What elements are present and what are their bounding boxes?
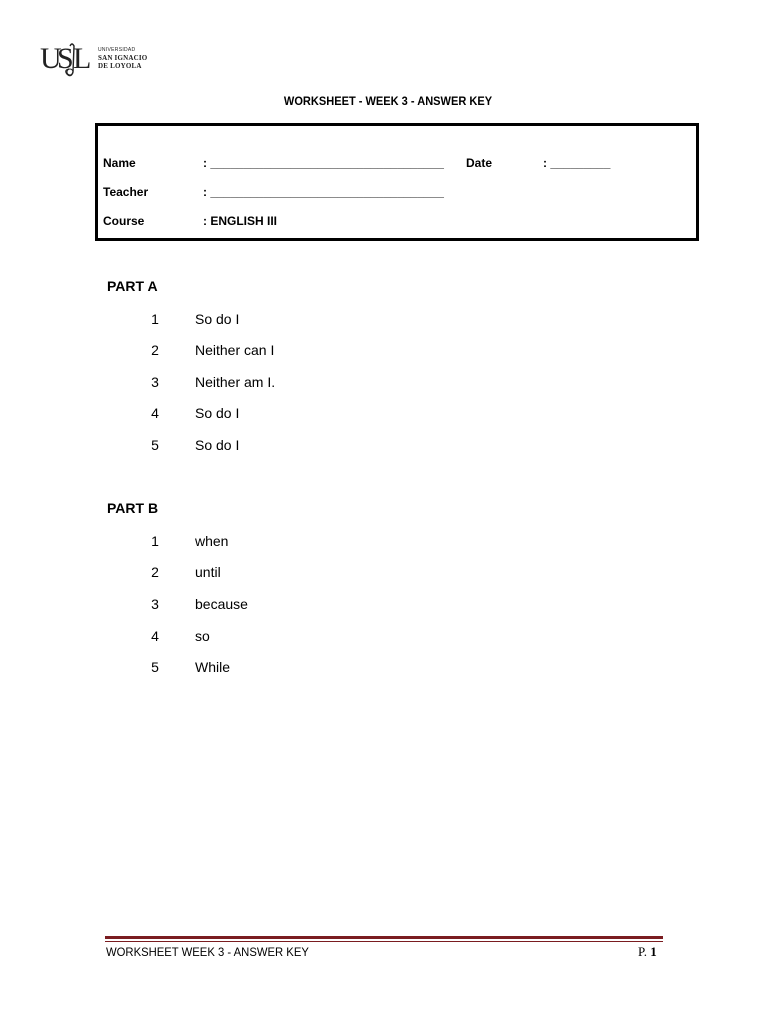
svg-text:L: L: [73, 42, 92, 75]
date-field[interactable]: : _________: [543, 156, 611, 170]
svg-text:U: U: [40, 42, 62, 75]
item-number: 2: [151, 342, 159, 358]
logo-line-2: SAN IGNACIO: [98, 54, 148, 62]
item-number: 1: [151, 311, 159, 327]
logo-text: [98, 46, 147, 70]
item-answer: So do I: [195, 311, 240, 327]
university-logo: [40, 38, 160, 80]
part-a-title: PART A: [107, 278, 158, 294]
page-prefix: P.: [638, 944, 651, 959]
item-answer: So do I: [195, 437, 240, 453]
name-field[interactable]: : ___________________________________: [203, 156, 444, 170]
item-answer: because: [195, 596, 248, 612]
footer-rule-thin: [105, 941, 663, 942]
teacher-label: Teacher: [103, 185, 149, 199]
item-answer: so: [195, 628, 210, 644]
item-number: 5: [151, 437, 159, 453]
item-number: 2: [151, 564, 159, 580]
course-label: Course: [103, 214, 145, 228]
item-answer: Neither am I.: [195, 374, 276, 390]
usil-logo-mark: [40, 38, 100, 80]
item-number: 3: [151, 374, 159, 390]
page-title: WORKSHEET - WEEK 3 - ANSWER KEY: [283, 94, 493, 108]
logo-line-1: UNIVERSIDAD: [98, 47, 136, 53]
logo-line-3: DE LOYOLA: [98, 62, 142, 70]
item-answer: until: [195, 564, 221, 580]
page-number-value: 1: [650, 944, 657, 959]
item-answer: So do I: [195, 405, 240, 421]
item-number: 5: [151, 659, 159, 675]
student-info-box: [95, 123, 699, 241]
name-label: Name: [103, 156, 136, 170]
item-number: 1: [151, 533, 159, 549]
item-answer: While: [195, 659, 231, 675]
svg-text:S: S: [57, 42, 74, 75]
course-value: : ENGLISH III: [203, 214, 278, 228]
item-number: 3: [151, 596, 159, 612]
part-b-title: PART B: [107, 500, 159, 516]
page-number: [638, 944, 657, 960]
footer-title: WORKSHEET WEEK 3 - ANSWER KEY: [106, 945, 309, 959]
item-number: 4: [151, 628, 159, 644]
teacher-field[interactable]: : ___________________________________: [203, 185, 444, 199]
item-answer: when: [195, 533, 229, 549]
item-number: 4: [151, 405, 159, 421]
item-answer: Neither can I: [195, 342, 275, 358]
date-label: Date: [466, 156, 493, 170]
footer-rule-thick: [105, 936, 663, 939]
